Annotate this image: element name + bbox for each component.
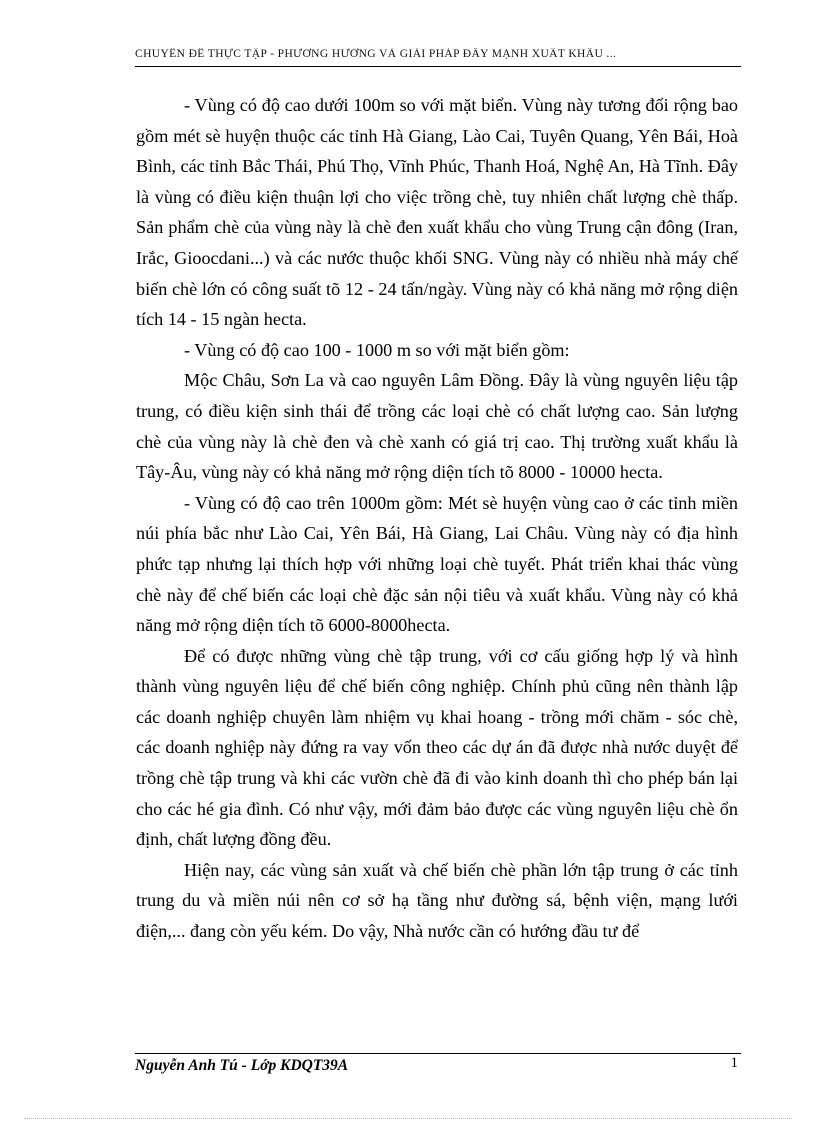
paragraph-1: - Vùng có độ cao dưới 100m so với mặt biển. Vùng này tương đối rộng bao gồm mét sè huyện thuộc các tỉnh Hà Giang, Lào Cai, Tuyên Quang, Yên Bái, Hoà Bình, các tỉnh Bắc Thái, Phú Thọ, Vĩnh Phúc, Thanh Hoá, Nghệ An, Hà Tĩnh. Đây là vùng có điều kiện thuận lợi cho việc trồng chè, tuy nhiên chất lượng chè thấp. Sản phẩm chè của vùng này là chè đen xuất khẩu cho vùng Trung cận đông (Iran, Irắc, Gioocdani...) và các nước thuộc khối SNG. Vùng này có nhiều nhà máy chế biến chè lớn có công suất tõ 12 - 24 tấn/ngày. Vùng này có khả năng mở rộng diện tích 14 - 15 ngàn hecta.: [136, 95, 738, 330]
paragraph-3: Mộc Châu, Sơn La và cao nguyên Lâm Đồng. Đây là vùng nguyên liệu tập trung, có điều kiện sinh thái để trồng các loại chè có chất lượng cao. Sản lượng chè của vùng này là chè đen và chè xanh có giá trị cao. Thị trường xuất khẩu là Tây-Âu, vùng này có khả năng mở rộng diện tích tõ 8000 - 10000 hecta.: [136, 370, 738, 483]
footer-author: Nguyễn Anh Tú - Lớp KDQT39A: [135, 1057, 349, 1074]
page-number: 1: [730, 1055, 738, 1071]
paragraph-5: Để có được những vùng chè tập trung, với cơ cấu giống hợp lý và hình thành vùng nguyên liệu để chế biến công nghiệp. Chính phủ cũng nên thành lập các doanh nghiệp chuyên làm nhiệm vụ khai hoang - trồng mới chăm - sóc chè, các doanh nghiệp này đứng ra vay vốn theo các dự án đã được nhà nước duyệt để trồng chè tập trung và khi các vườn chè đã đi vào kinh doanh thì cho phép bán lại cho các hé gia đình. Có như vậy, mới đảm bảo được các vùng nguyên liệu chè ổn định, chất lượng đồng đều.: [136, 645, 738, 850]
document-body: [136, 90, 738, 947]
header-divider: [135, 66, 741, 67]
page-header-title: CHUYÊN ĐỀ THỰC TẬP - PHƯƠNG HƯỚNG VÀ GIẢI PHÁP ĐẨY MẠNH XUẤT KHẨU ...: [135, 48, 617, 60]
paragraph-4: - Vùng có độ cao trên 1000m gồm: Mét sè huyện vùng cao ở các tỉnh miền núi phía bắc như Lào Cai, Yên Bái, Hà Giang, Lai Châu. Vùng này có địa hình phức tạp nhưng lại thích hợp với những loại chè tuyết. Phát triển khai thác vùng chè này để chế biến các loại chè đặc sản nội tiêu và xuất khẩu. Vùng này có khả năng mở rộng diện tích tõ 6000-8000hecta.: [136, 492, 738, 636]
paragraph-2: - Vùng có độ cao 100 - 1000 m so với mặt biển gồm:: [184, 339, 570, 360]
footer-divider: [135, 1053, 741, 1054]
page-bottom-border: [24, 1118, 792, 1119]
paragraph-6: Hiện nay, các vùng sản xuất và chế biến chè phần lớn tập trung ở các tỉnh trung du và miền núi nên cơ sở hạ tầng như đường sá, bệnh viện, mạng lưới điện,... đang còn yếu kém. Do vậy, Nhà nước cần có hướng đầu tư để: [136, 859, 738, 942]
